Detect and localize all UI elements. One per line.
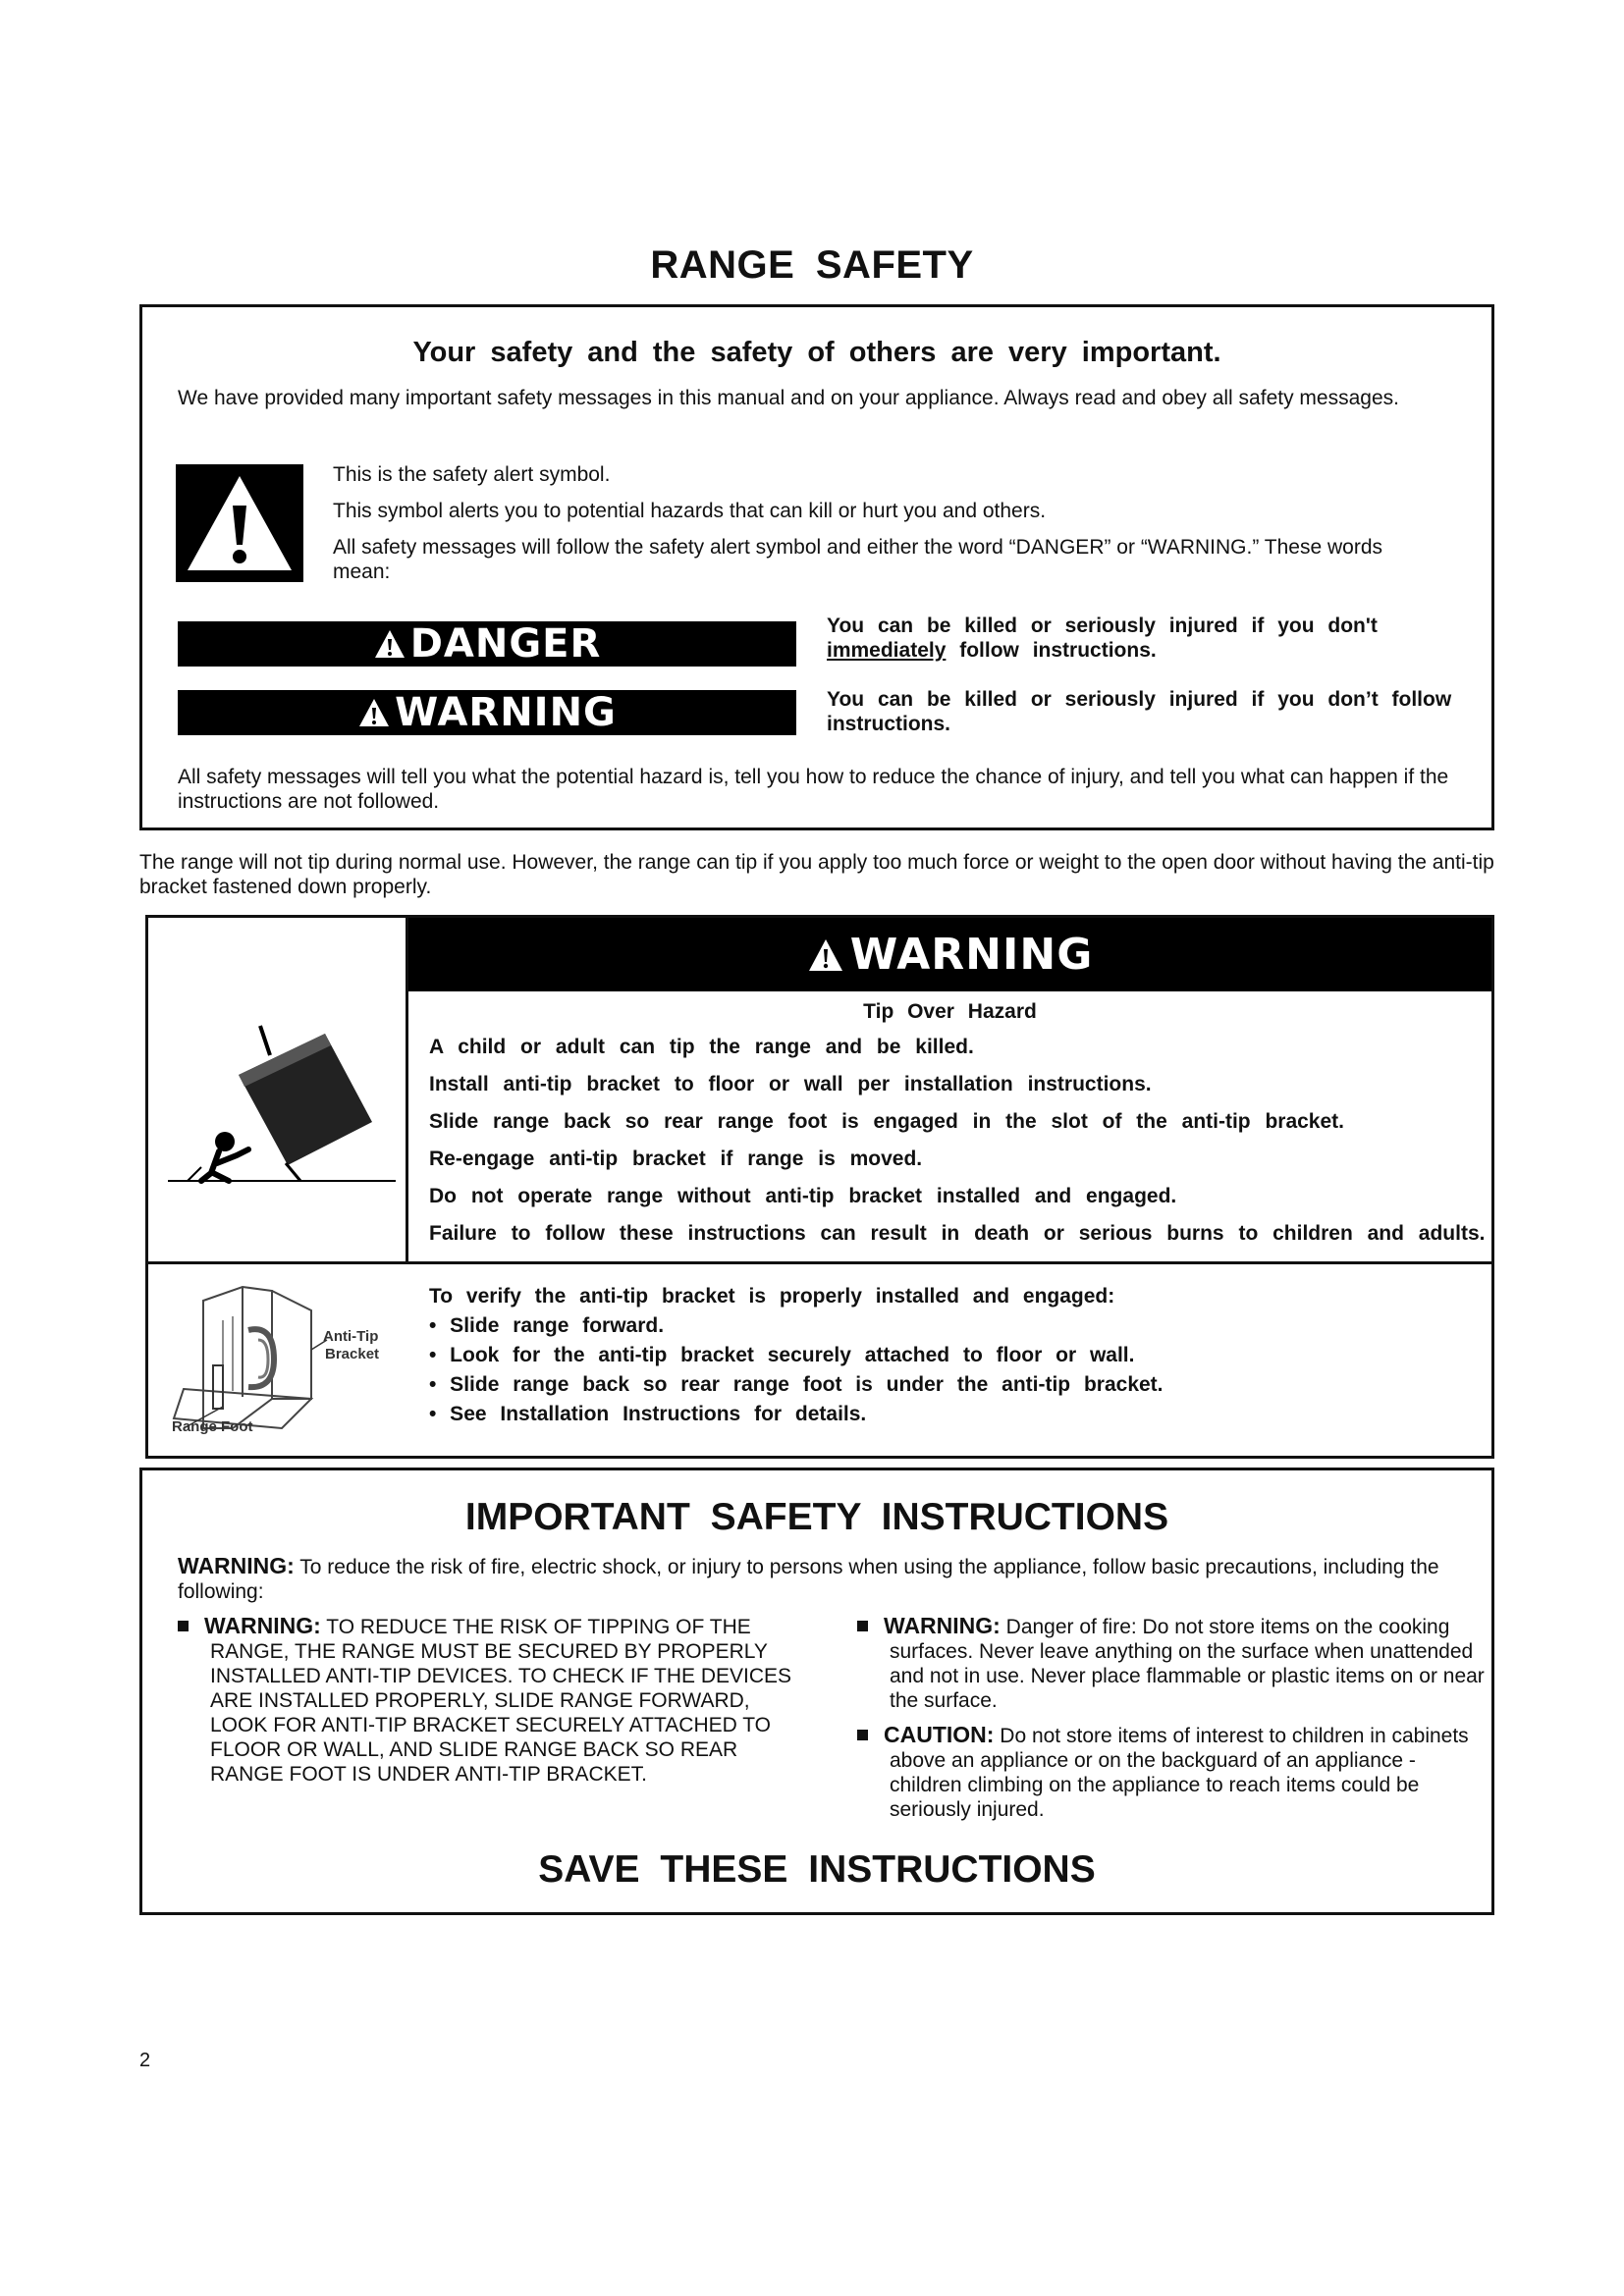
square-bullet-icon xyxy=(857,1621,868,1631)
instruction-item xyxy=(857,1723,1486,1822)
safety-box-intro: We have provided many important safety messages in this manual and on your appliance. Always read and obey all safety messages. xyxy=(178,387,1399,409)
symbol-description-line: All safety messages will follow the safety alert symbol and either the word “DANGER” or “WARNING.” These words mean: xyxy=(333,536,1383,583)
alert-triangle-icon xyxy=(807,937,844,973)
tip-over-warning-box xyxy=(145,915,1494,1459)
instructions-right-column xyxy=(857,1614,1486,1832)
safety-box-heading: Your safety and the safety of others are very important. xyxy=(412,337,1221,368)
hazard-title: Tip Over Hazard xyxy=(863,1000,1037,1023)
item-lead: WARNING: xyxy=(204,1613,321,1638)
tip-warning-signal-word xyxy=(408,918,1491,991)
bracket-label: Bracket xyxy=(325,1346,380,1362)
safety-box-footer: All safety messages will tell you what the potential hazard is, tell you how to reduce the chance of injury, and tell you what can happen if the instructions are not followed. xyxy=(178,766,1449,813)
verify-item: • Slide range back so rear range foot is under the anti-tip bracket. xyxy=(429,1373,1164,1396)
warning-signal-word xyxy=(178,690,796,735)
danger-description xyxy=(827,614,1494,663)
range-foot-label: Range Foot xyxy=(172,1418,253,1435)
square-bullet-icon xyxy=(857,1730,868,1740)
warning-label: WARNING xyxy=(395,690,617,735)
divider xyxy=(148,1261,1491,1264)
safety-alert-icon xyxy=(176,464,303,582)
page-number: 2 xyxy=(139,2050,151,2071)
warning-description-line-1: You can be killed or seriously injured if you don’t follow xyxy=(827,688,1452,711)
bracket-label: Anti-Tip xyxy=(323,1328,379,1345)
instruction-item xyxy=(178,1614,806,1787)
danger-description-line-1: You can be killed or seriously injured if you don't xyxy=(827,614,1378,637)
verify-title: To verify the anti-tip bracket is properly installed and engaged: xyxy=(429,1285,1115,1308)
save-instructions-heading: SAVE THESE INSTRUCTIONS xyxy=(538,1848,1096,1891)
danger-description-line-2: follow instructions. xyxy=(946,639,1157,662)
warning-description xyxy=(827,687,1494,736)
hazard-line: A child or adult can tip the range and be killed. xyxy=(429,1036,974,1058)
hazard-line: Failure to follow these instructions can result in death or serious burns to children and adults. xyxy=(429,1222,1486,1245)
symbol-description-line: This symbol alerts you to potential hazards that can kill or hurt you and others. xyxy=(333,500,1047,522)
instructions-left-column xyxy=(178,1614,806,1796)
danger-signal-word xyxy=(178,621,796,667)
item-text: TO REDUCE THE RISK OF TIPPING OF THE RANGE, THE RANGE MUST BE SECURED BY PROPERLY INSTALLED ANTI-TIP DEVICES. TO CHECK IF THE DEVICES ARE INSTALLED PROPERLY, SLIDE RANGE FORWARD, LOOK FOR ANTI-TIP BRACKET SECURELY ATTACHED TO FLOOR OR WALL, AND SLIDE RANGE BACK SO REAR RANGE FOOT IS UNDER ANTI-TIP BRACKET. xyxy=(210,1616,792,1786)
verify-item: • Slide range forward. xyxy=(429,1314,665,1337)
warning-description-line-2: instructions. xyxy=(827,713,951,735)
tip-warning-label: WARNING xyxy=(849,930,1094,980)
verify-item: • See Installation Instructions for details. xyxy=(429,1403,867,1425)
intro-lead: WARNING: xyxy=(178,1553,295,1578)
intro-text: To reduce the risk of fire, electric shock, or injury to persons when using the appliance, follow basic precautions, including the following: xyxy=(178,1556,1439,1603)
important-safety-instructions-box xyxy=(139,1468,1494,1915)
instructions-heading: IMPORTANT SAFETY INSTRUCTIONS xyxy=(464,1496,1169,1538)
tip-over-illustration xyxy=(168,1016,396,1193)
instruction-item xyxy=(857,1614,1486,1713)
hazard-line: Install anti-tip bracket to floor or wall per installation instructions. xyxy=(429,1073,1152,1095)
danger-description-emphasis: immediately xyxy=(827,639,947,662)
item-text: Do not store items of interest to children in cabinets above an appliance or on the backguard of an appliance - children climbing on the appliance to reach items could be seriously injured. xyxy=(890,1725,1469,1821)
page-title: RANGE SAFETY xyxy=(650,243,974,287)
danger-label: DANGER xyxy=(409,621,602,667)
alert-triangle-icon xyxy=(357,697,391,728)
item-lead: WARNING: xyxy=(884,1613,1001,1638)
item-lead: CAUTION: xyxy=(884,1722,995,1747)
alert-triangle-icon xyxy=(373,628,406,660)
item-text: Danger of fire: Do not store items on the cooking surfaces. Never leave anything on the surface when unattended and not in use. Never place flammable or plastic items on or near the surface. xyxy=(890,1616,1485,1712)
instructions-intro xyxy=(178,1554,1474,1604)
hazard-line: Re-engage anti-tip bracket if range is moved. xyxy=(429,1148,923,1170)
verify-item: • Look for the anti-tip bracket securely attached to floor or wall. xyxy=(429,1344,1135,1366)
tip-explanation-paragraph: The range will not tip during normal use. However, the range can tip if you apply too much force or weight to the open door without having the anti-tip bracket fastened down properly. xyxy=(139,851,1494,898)
symbol-description-line: This is the safety alert symbol. xyxy=(333,463,611,486)
hazard-line: Do not operate range without anti-tip bracket installed and engaged. xyxy=(429,1185,1177,1207)
square-bullet-icon xyxy=(178,1621,189,1631)
hazard-line: Slide range back so rear range foot is engaged in the slot of the anti-tip bracket. xyxy=(429,1110,1344,1133)
safety-message-box xyxy=(139,304,1494,830)
